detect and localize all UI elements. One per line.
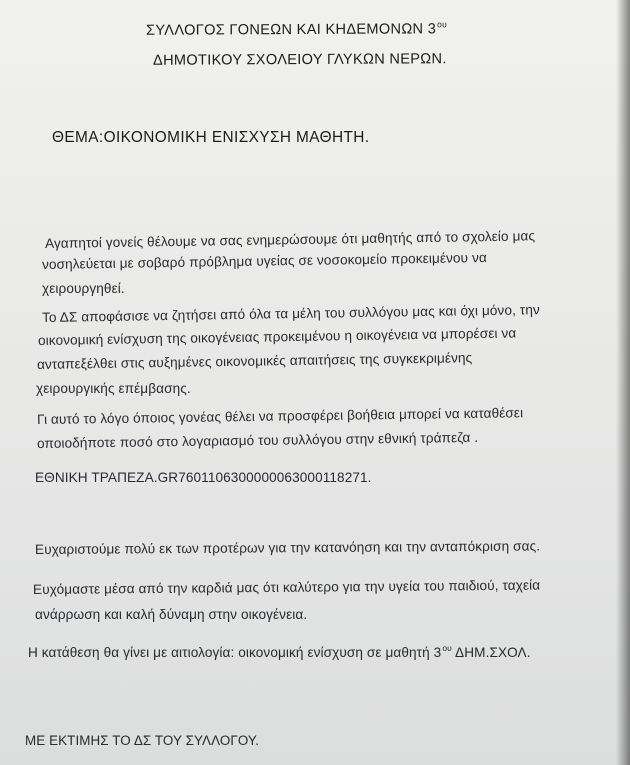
paragraph-1-line-2: νοσηλεύεται με σοβαρό πρόβλημα υγείας σε νοσοκομείο προκειμένου να [41, 250, 487, 272]
paragraph-1-line-1: Αγαπητοί γονείς θέλουμε να σας ενημερώσουμε ότι μαθητής από το σχολείο μας [44, 228, 536, 251]
wishes-line-1: Ευχόμαστε μέσα από την καρδιά μας ότι καλύτερο για την υγεία του παιδιού, ταχεία [32, 577, 541, 597]
bank-account-line: ΕΘΝΙΚΗ ΤΡΑΠΕΖΑ.GR7601106300000063000118271. [35, 470, 372, 485]
header-line-1-text: ΣΥΛΛΟΓΟΣ ΓΟΝΕΩΝ ΚΑΙ ΚΗΔΕΜΟΝΩΝ 3 [145, 21, 437, 39]
deposit-line [28, 643, 531, 660]
thanks-line: Ευχαριστούμε πολύ εκ των προτέρων για την κατανόηση και την ανταπόκριση σας. [34, 538, 541, 557]
wishes-line-2: ανάρρωση και καλή δύναμη στην οικογένεια. [35, 607, 308, 622]
signature-line: ΜΕ ΕΚΤΙΜΗΣ ΤΟ ΔΣ ΤΟΥ ΣΥΛΛΟΓΟΥ. [25, 733, 260, 748]
header-line-1 [146, 19, 447, 39]
paragraph-2-line-2: οικονομική ενίσχυση της οικογένειας προκειμένου η οικογένεια να μπορέσει να [37, 325, 517, 348]
header-line-1-superscript: ου [437, 19, 448, 30]
paragraph-3-line-1: Γι αυτό το λόγο όποιος γονέας θέλει να προσφέρει βοήθεια μπορεί να καταθέσει [36, 405, 524, 427]
paragraph-3-line-2: οποιοδήποτε ποσό στο λογαριασμό του συλλόγου στην εθνική τράπεζα . [36, 429, 479, 451]
paragraph-1-line-3: χειρουργηθεί. [42, 281, 125, 296]
paragraph-2-line-3: ανταπεξέλθει στις αυξημένες οικονομικές απαιτήσεις της συγκεκριμένης [36, 350, 473, 372]
deposit-text: Η κατάθεση θα γίνει με αιτιολογία: οικονομική ενίσχυση σε μαθητή 3 [28, 645, 442, 660]
header-line-2: ΔΗΜΟΤΙΚΟΥ ΣΧΟΛΕΙΟΥ ΓΛΥΚΩΝ ΝΕΡΩΝ. [152, 51, 447, 69]
deposit-superscript: ου [442, 643, 452, 653]
paragraph-2-line-1: Το ΔΣ αποφάσισε να ζητήσει από όλα τα μέλη του συλλόγου μας και όχι μόνο, την [41, 302, 540, 325]
deposit-suffix: ΔΗΜ.ΣΧΟΛ. [451, 645, 531, 660]
paragraph-2-line-4: χειρουργικής επέμβασης. [36, 381, 191, 396]
subject-line: ΘΕΜΑ:ΟΙΚΟΝΟΜΙΚΗ ΕΝΙΣΧΥΣΗ ΜΑΘΗΤΗ. [52, 129, 370, 146]
